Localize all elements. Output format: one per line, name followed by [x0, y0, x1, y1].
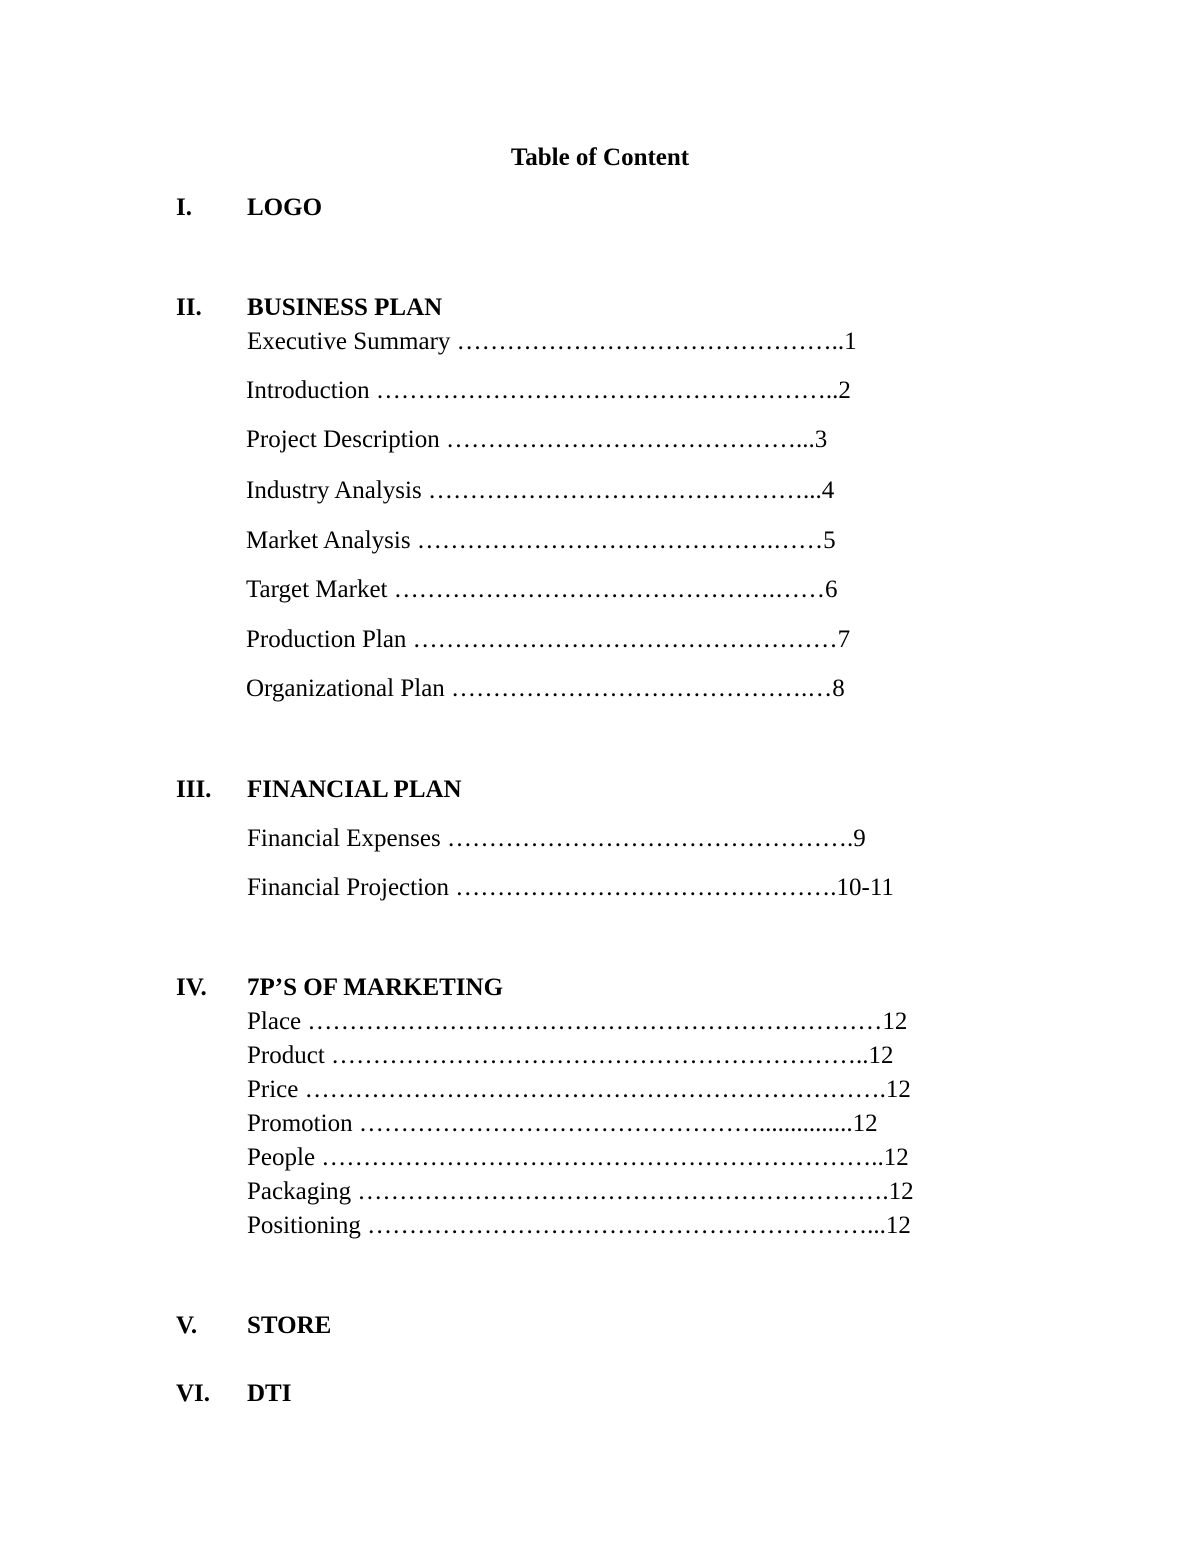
section-heading-logo: LOGO: [247, 194, 323, 221]
toc-entry: Organizational Plan …………………………………….…8: [246, 675, 845, 702]
section-numeral: V.: [176, 1312, 198, 1339]
toc-entry: People …………………………………………………………..12: [247, 1144, 909, 1171]
section-heading-financial-plan: FINANCIAL PLAN: [247, 776, 462, 803]
section-numeral: I.: [176, 194, 192, 221]
toc-entry: Target Market ……………………………………….……6: [246, 576, 838, 603]
toc-entry: Place ……………………………………………………………12: [247, 1008, 908, 1035]
toc-entry: Financial Projection ……………………………………….10-11: [247, 874, 894, 901]
section-heading-store: STORE: [247, 1312, 332, 1339]
toc-entry: Price …………………………………………………………….12: [247, 1076, 911, 1103]
toc-entry: Financial Expenses ………………………………………….9: [247, 825, 866, 852]
page-title: Table of Content: [510, 144, 690, 171]
toc-entry: Project Description ……………………………………...3: [246, 426, 828, 453]
section-heading-dti: DTI: [247, 1380, 292, 1407]
toc-entry: Production Plan ……………………………………………7: [246, 626, 851, 653]
toc-entry: Executive Summary ………………………………………..1: [247, 328, 857, 355]
toc-entry: Industry Analysis ………………………………………...4: [246, 477, 835, 504]
section-heading-business-plan: BUSINESS PLAN: [247, 294, 443, 321]
section-heading-7ps-of-marketing: 7P’S OF MARKETING: [247, 974, 504, 1001]
toc-entry: Packaging ……………………………………………………….12: [247, 1178, 914, 1205]
section-numeral: III.: [176, 776, 212, 803]
section-numeral: II.: [176, 294, 202, 321]
toc-entry: Market Analysis …………………………………….……5: [246, 527, 836, 554]
toc-entry: Introduction ………………………………………………..2: [246, 377, 851, 404]
section-numeral: VI.: [176, 1380, 211, 1407]
section-numeral: IV.: [176, 974, 207, 1001]
toc-entry: Product ………………………………………………………..12: [247, 1042, 894, 1069]
toc-entry: Promotion …………………………………………...............12: [247, 1110, 878, 1137]
toc-entry: Positioning ……………………………………………………...12: [247, 1212, 911, 1239]
